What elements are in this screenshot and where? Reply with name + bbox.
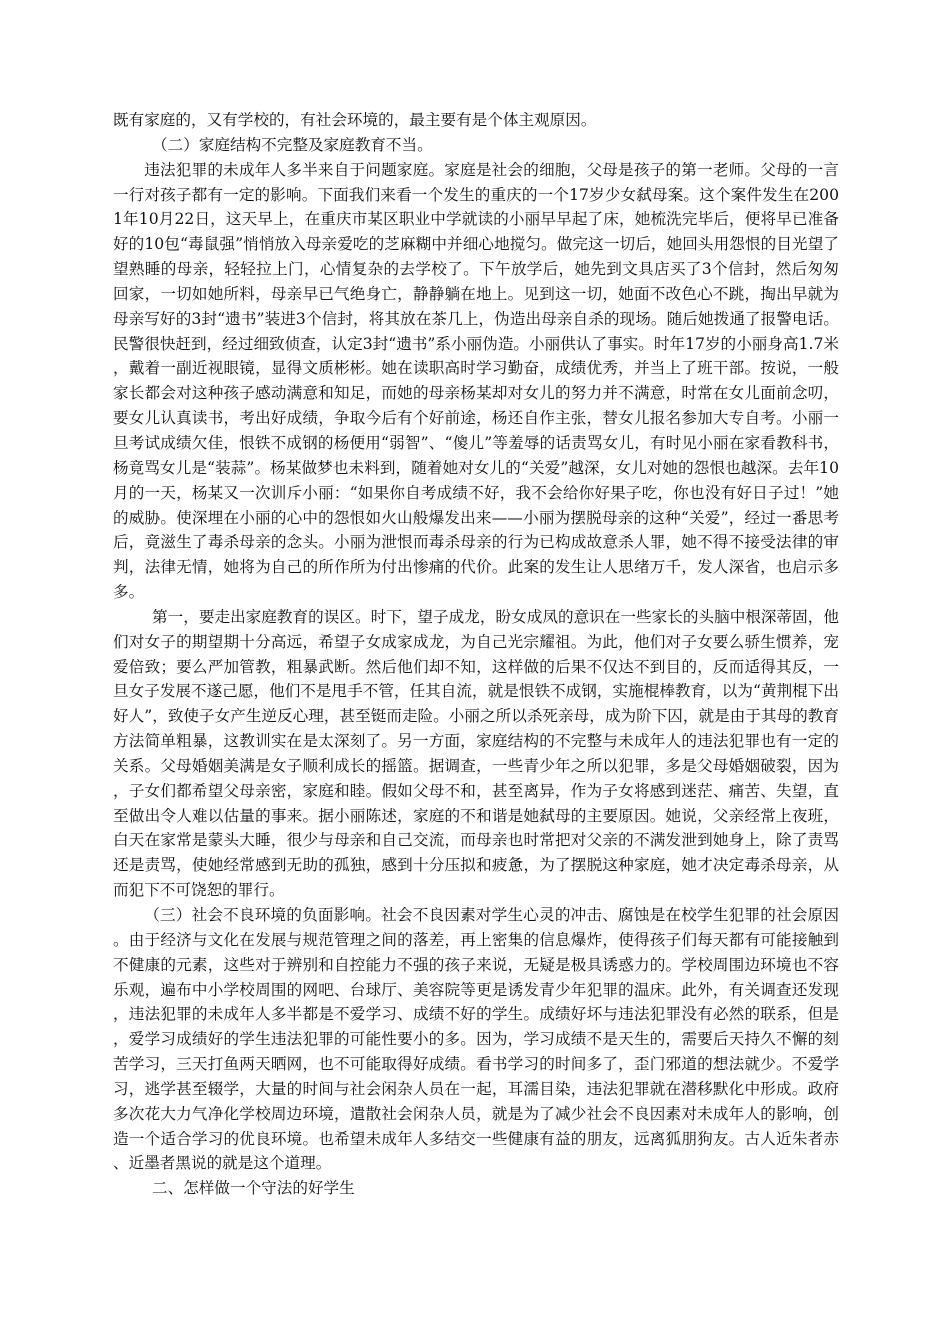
document-page	[113, 108, 839, 1201]
paragraph-continuation: 既有家庭的，又有学校的，有社会环境的，最主要有是个体主观原因。	[113, 111, 597, 129]
paragraph-case-story: 违法犯罪的未成年人多半来自于问题家庭。家庭是社会的细胞，父母是孩子的第一老师。父母的一言一行对孩子都有一定的影响。下面我们来看一个发生的重庆的一个17岁少女弑母案。这个案件发生在2001年10月22日，这天早上，在重庆市某区职业中学就读的小丽早早起了床，她梳洗完毕后，便将早已准备好的10包“毒鼠强”悄悄放入母亲爱吃的芝麻糊中并细心地搅匀。做完这一切后，她回头用怨恨的目光望了望熟睡的母亲，轻轻拉上门，心情复杂的去学校了。下午放学后，她先到文具店买了3个信封，然后匆匆回家，一切如她所料，母亲早已气绝身亡，静静躺在地上。见到这一切，她面不改色心不跳，掏出早就为母亲写好的3封“遗书”装进3个信封，将其放在茶几上，伪造出母亲自杀的现场。随后她拨通了报警电话。民警很快赶到，经过细致侦查，认定3封“遗书”系小丽伪造。小丽供认了事实。时年17岁的小丽身高1.7米，戴着一副近视眼镜，显得文质彬彬。她在读职高时学习勤奋，成绩优秀，并当上了班干部。按说，一般家长都会对这种孩子感动满意和知足，而她的母亲杨某却对女儿的努力并不满意，时常在女儿面前念叨，要女儿认真读书，考出好成绩，争取今后有个好前途，杨还自作主张，替女儿报名参加大专自考。小丽一旦考试成绩欠佳，恨铁不成钢的杨便用“弱智”、“傻儿”等羞辱的话责骂女儿，有时见小丽在家看教科书，杨竟骂女儿是“装蒜”。杨某做梦也未料到，随着她对女儿的“关爱”越深，女儿对她的怨恨也越深。去年10月的一天，杨某又一次训斥小丽：“如果你自考成绩不好，我不会给你好果子吃，你也没有好日子过！”她的威胁。使深埋在小丽的心中的怨恨如火山般爆发出来——小丽为摆脱母亲的这种“关爱”，经过一番思考后，竟滋生了毒杀母亲的念头。小丽为泄恨而毒杀母亲的行为已构成故意杀人罪，她不得不接受法律的审判，法律无情，她将为自己的所作所为付出惨痛的代价。此案的发生让人思绪万千，发人深省，也启示多多。	[113, 160, 839, 602]
section-heading-how-to-be-law-abiding: 二、怎样做一个守法的好学生	[152, 1179, 355, 1198]
paragraph-first-point: 第一，要走出家庭教育的误区。时下，望子成龙，盼女成凤的意识在一些家长的头脑中根深蒂固，他们对女子的期望期十分高远，希望子女成家成龙，为自己光宗耀祖。为此，他们对子女要么骄生惯养，宠爱倍致；要么严加管教，粗暴武断。然后他们却不知，这样做的后果不仅达不到目的，反而适得其反，一旦女子发展不遂己愿，他们不是甩手不管，任其自流，就是恨铁不成钢，实施棍棒教育，以为“黄荆棍下出好人”，致使子女产生逆反心理，甚至铤而走险。小丽之所以杀死亲母，成为阶下囚，就是由于其母的教育方法简单粗暴，这教训实在是太深刻了。另一方面，家庭结构的不完整与未成年人的违法犯罪也有一定的关系。父母婚姻美满是女子顺利成长的摇篮。据调查，一些青少年之所以犯罪，多是父母婚姻破裂，因为，子女们都希望父母亲密，家庭和睦。假如父母不和，甚至离异，作为子女将感到迷茫、痛苦、失望，直至做出令人难以估量的事来。据小丽陈述，家庭的不和谐是她弑母的主要原因。她说，父亲经常上夜班，白天在家常是蒙头大睡，很少与母亲和自己交流，而母亲也时常把对父亲的不满发泄到她身上，除了责骂还是责骂，使她经常感到无助的孤独，感到十分压拟和疲惫，为了摆脱这种家庭，她才决定毒杀母亲，从而犯下不可饶恕的罪行。	[113, 607, 839, 900]
section-heading-social-environment: （三）社会不良环境的负面影响。社会不良因素对学生心灵的冲击、腐蚀是在校学生犯罪的社会原因。由于经济与文化在发展与规范管理之间的落差，再上密集的信息爆炸，使得孩子们每天都有可能接触到不健康的元素，这些对于辨别和自控能力不强的孩子来说，无疑是极具诱惑力的。学校周围边环境也不容乐观，遍布中小学校周围的网吧、台球厅、美容院等更是诱发青少年犯罪的温床。此外，有关调查还发现，违法犯罪的未成年人多半都是不爱学习、成绩不好的学生。成绩好坏与违法犯罪没有必然的联系，但是，爱学习成绩好的学生违法犯罪的可能性要小的多。因为，学习成绩不是天生的，需要后天持久不懈的刻苦学习，三天打鱼两天晒网，也不可能取得好成绩。看书学习的时间多了，歪门邪道的想法就少。不爱学习，逃学甚至辍学，大量的时间与社会闲杂人员在一起，耳濡目染，违法犯罪就在潜移默化中形成。政府多次花大力气净化学校周边环境，遣散社会闲杂人员，就是为了减少社会不良因素对未成年人的影响，创造一个适合学习的优良环境。也希望未成年人多结交一些健康有益的朋友，远离狐朋狗友。古人近朱者赤、近墨者黑说的就是这个道理。	[113, 906, 839, 1173]
section-heading-family-structure: （二）家庭结构不完整及家庭教育不当。	[152, 135, 433, 154]
